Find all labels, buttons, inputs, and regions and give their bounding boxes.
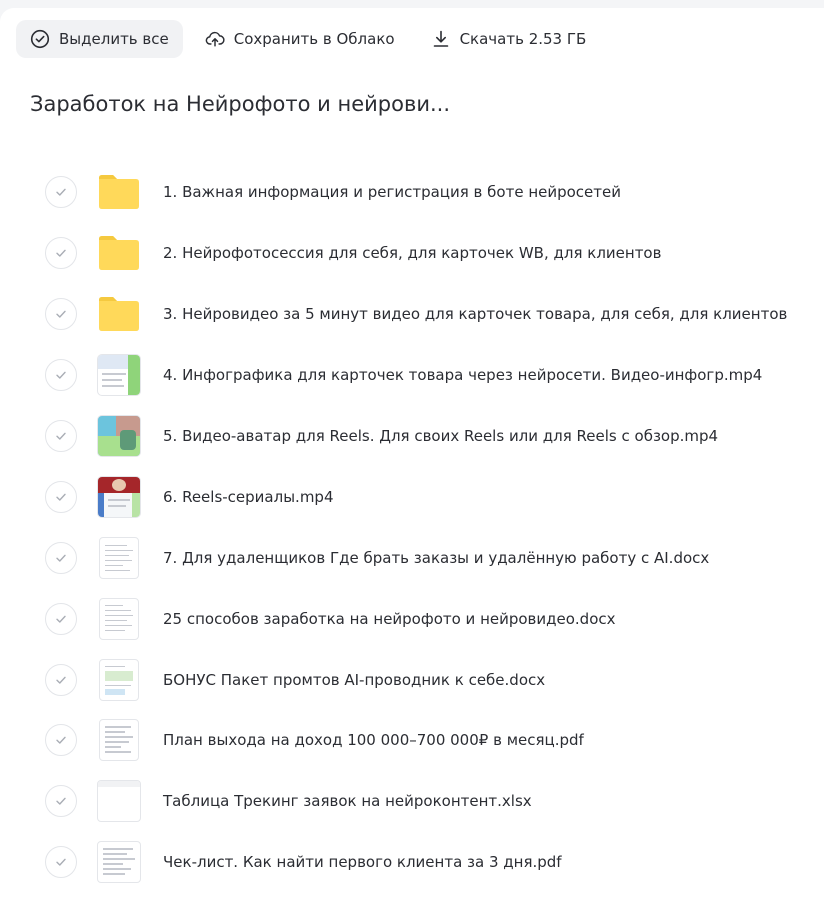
list-item-folder[interactable] — [0, 162, 824, 223]
video-thumbnail — [97, 475, 141, 519]
select-checkbox[interactable] — [45, 785, 77, 817]
select-checkbox[interactable] — [45, 298, 77, 330]
check-icon — [54, 307, 68, 321]
item-name: 1. Важная информация и регистрация в боте нейросетей — [163, 183, 621, 202]
list-item-spreadsheet[interactable] — [0, 771, 824, 832]
pdf-thumbnail — [97, 840, 141, 884]
list-item-document[interactable] — [0, 527, 824, 588]
cloud-upload-icon — [205, 29, 225, 49]
item-name: 7. Для удаленщиков Где брать заказы и удалённую работу с AI.docx — [163, 548, 710, 567]
list-item-document[interactable] — [0, 588, 824, 649]
item-name: 25 способов заработка на нейрофото и нейровидео.docx — [163, 609, 616, 628]
check-icon — [54, 551, 68, 565]
select-checkbox[interactable] — [45, 846, 77, 878]
folder-icon — [97, 231, 141, 275]
item-name: Таблица Трекинг заявок на нейроконтент.xlsx — [163, 792, 532, 811]
list-item-video[interactable] — [0, 466, 824, 527]
item-name: Чек-лист. Как найти первого клиента за 3 дня.pdf — [163, 853, 562, 872]
file-list — [0, 162, 824, 893]
list-item-video[interactable] — [0, 345, 824, 406]
check-icon — [54, 855, 68, 869]
select-all-button[interactable] — [16, 20, 183, 58]
document-thumbnail — [97, 536, 141, 580]
folder-icon — [97, 170, 141, 214]
toolbar — [16, 20, 600, 58]
item-name: План выхода на доход 100 000–700 000₽ в месяц.pdf — [163, 731, 584, 750]
check-icon — [54, 429, 68, 443]
check-icon — [54, 490, 68, 504]
list-item-document[interactable] — [0, 832, 824, 893]
download-icon — [431, 29, 451, 49]
select-checkbox[interactable] — [45, 664, 77, 696]
select-checkbox[interactable] — [45, 420, 77, 452]
list-item-document[interactable] — [0, 710, 824, 771]
select-checkbox[interactable] — [45, 542, 77, 574]
download-button[interactable] — [417, 20, 601, 58]
save-to-cloud-label: Сохранить в Облако — [233, 30, 395, 48]
check-icon — [54, 612, 68, 626]
select-checkbox[interactable] — [45, 359, 77, 391]
list-item-folder[interactable] — [0, 223, 824, 284]
item-name: 2. Нейрофотосессия для себя, для карточек WB, для клиентов — [163, 244, 662, 263]
pdf-thumbnail — [97, 718, 141, 762]
check-icon — [54, 794, 68, 808]
item-name: 6. Reels-сериалы.mp4 — [163, 487, 334, 506]
document-thumbnail — [97, 597, 141, 641]
check-circle-icon — [30, 29, 50, 49]
select-all-label: Выделить все — [59, 30, 169, 48]
select-checkbox[interactable] — [45, 237, 77, 269]
document-thumbnail — [97, 658, 141, 702]
check-icon — [54, 185, 68, 199]
check-icon — [54, 368, 68, 382]
video-thumbnail — [97, 414, 141, 458]
spreadsheet-thumbnail — [97, 779, 141, 823]
select-checkbox[interactable] — [45, 481, 77, 513]
item-name: БОНУС Пакет промтов AI-проводник к себе.docx — [163, 670, 546, 689]
folder-title: Заработок на Нейрофото и нейрови... — [30, 92, 450, 116]
check-icon — [54, 733, 68, 747]
list-item-document[interactable] — [0, 649, 824, 710]
item-name: 5. Видео-аватар для Reels. Для своих Reels или для Reels с обзор.mp4 — [163, 427, 719, 445]
select-checkbox[interactable] — [45, 603, 77, 635]
save-to-cloud-button[interactable] — [191, 20, 409, 58]
download-label: Скачать 2.53 ГБ — [459, 30, 587, 48]
select-checkbox[interactable] — [45, 176, 77, 208]
video-thumbnail — [97, 353, 141, 397]
list-item-video[interactable] — [0, 406, 824, 467]
file-panel — [0, 8, 824, 900]
list-item-folder[interactable] — [0, 284, 824, 345]
check-icon — [54, 673, 68, 687]
check-icon — [54, 246, 68, 260]
item-name: 4. Инфографика для карточек товара через нейросети. Видео-инфогр.mp4 — [163, 366, 763, 385]
select-checkbox[interactable] — [45, 724, 77, 756]
folder-icon — [97, 292, 141, 336]
item-name: 3. Нейровидео за 5 минут видео для карточек товара, для себя, для клиентов — [163, 305, 788, 324]
